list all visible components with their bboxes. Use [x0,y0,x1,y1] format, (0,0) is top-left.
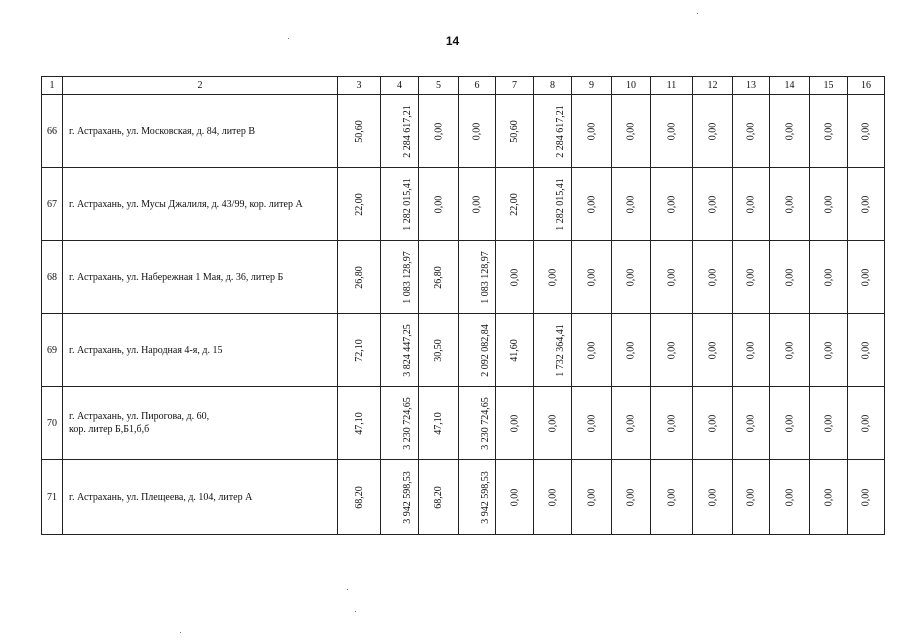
address-cell: г. Астрахань, ул. Мусы Джалиля, д. 43/99, кор. литер А [63,168,338,241]
value-text: 0,00 [433,195,444,213]
row-number: 71 [42,460,63,535]
value-cell-col-3 [338,168,381,241]
value-text: 0,00 [586,268,597,286]
value-cell-col-5 [419,314,459,387]
column-header-12: 12 [693,77,733,95]
value-text: 2 284 617,21 [554,104,566,158]
value-cell-col-11 [651,460,693,535]
value-text: 3 230 724,65 [401,396,413,450]
value-cell-col-4 [381,314,419,387]
value-text: 50,60 [353,119,365,143]
value-text: 0,00 [586,122,597,140]
value-cell-col-4 [381,460,419,535]
row-number: 66 [42,95,63,168]
value-text: 47,10 [353,411,365,435]
value-text: 0,00 [860,268,872,286]
value-text: 0,00 [509,488,520,506]
value-text: 0,00 [860,122,872,140]
column-header-3: 3 [338,77,381,95]
value-cell-col-13 [733,314,770,387]
value-cell-col-6 [459,95,496,168]
value-cell-col-6 [459,460,496,535]
value-text: 0,00 [823,488,834,506]
value-text: 0,00 [707,414,718,432]
page-number: 14 [445,34,460,48]
value-cell-col-6 [459,387,496,460]
value-cell-col-13 [733,241,770,314]
value-text: 3 942 598,53 [479,470,491,524]
value-cell-col-12 [693,95,733,168]
column-header-10: 10 [612,77,651,95]
value-text: 0,00 [625,122,637,140]
value-cell-col-8 [534,460,572,535]
value-text: 0,00 [433,122,444,140]
value-cell-col-5 [419,241,459,314]
value-text: 0,00 [586,414,597,432]
column-header-8: 8 [534,77,572,95]
table-row [42,168,885,241]
value-text: 22,00 [353,192,365,216]
column-header-11: 11 [651,77,693,95]
value-cell-col-7 [496,168,534,241]
column-header-2: 2 [63,77,338,95]
value-text: 50,60 [509,119,520,143]
table-body [42,95,885,535]
value-text: 0,00 [666,414,677,432]
value-cell-col-9 [572,241,612,314]
address-cell: г. Астрахань, ул. Плещеева, д. 104, литер А [63,460,338,535]
column-header-4: 4 [381,77,419,95]
value-cell-col-9 [572,168,612,241]
value-text: 0,00 [625,268,637,286]
value-cell-col-10 [612,314,651,387]
value-text: 0,00 [707,488,718,506]
column-header-14: 14 [770,77,810,95]
value-cell-col-15 [810,387,848,460]
value-cell-col-13 [733,387,770,460]
table-row [42,95,885,168]
value-cell-col-13 [733,95,770,168]
value-cell-col-14 [770,241,810,314]
table-row [42,314,885,387]
value-text: 0,00 [625,195,637,213]
value-text: 0,00 [666,122,677,140]
row-number: 68 [42,241,63,314]
value-cell-col-3 [338,387,381,460]
address-line: кор. литер Б,Б1,б,б [69,424,150,435]
value-cell-col-5 [419,387,459,460]
value-text: 1 083 128,97 [401,250,413,304]
value-cell-col-15 [810,460,848,535]
row-number: 67 [42,168,63,241]
value-text: 0,00 [625,341,637,359]
value-text: 0,00 [666,268,677,286]
value-cell-col-12 [693,168,733,241]
table-row [42,241,885,314]
value-cell-col-9 [572,460,612,535]
value-cell-col-8 [534,314,572,387]
value-text: 1 732 364,41 [554,323,566,377]
value-text: 0,00 [784,122,795,140]
value-cell-col-6 [459,241,496,314]
value-text: 0,00 [745,268,757,286]
value-cell-col-9 [572,95,612,168]
value-text: 0,00 [784,414,795,432]
value-text: 0,00 [707,122,718,140]
address-line: г. Астрахань, ул. Пирогова, д. 60, [69,411,210,422]
column-header-1: 1 [42,77,63,95]
value-cell-col-4 [381,387,419,460]
value-cell-col-16 [848,95,885,168]
value-text: 0,00 [509,414,520,432]
scan-speck [355,611,356,612]
value-text: 0,00 [707,341,718,359]
column-header-16: 16 [848,77,885,95]
value-text: 0,00 [860,195,872,213]
value-cell-col-14 [770,95,810,168]
value-text: 0,00 [745,341,757,359]
value-cell-col-10 [612,460,651,535]
value-cell-col-10 [612,168,651,241]
table-row [42,387,885,460]
value-text: 0,00 [625,414,637,432]
value-cell-col-3 [338,314,381,387]
row-number: 70 [42,387,63,460]
value-text: 0,00 [784,268,795,286]
value-cell-col-8 [534,168,572,241]
value-text: 0,00 [471,122,483,140]
value-text: 0,00 [707,195,718,213]
value-cell-col-7 [496,95,534,168]
table-row [42,460,885,535]
value-cell-col-12 [693,241,733,314]
value-text: 0,00 [745,195,757,213]
value-cell-col-16 [848,387,885,460]
value-text: 68,20 [353,485,365,509]
value-cell-col-3 [338,460,381,535]
address-cell: г. Астрахань, ул. Набережная 1 Мая, д. 36, литер Б [63,241,338,314]
value-cell-col-11 [651,168,693,241]
value-cell-col-14 [770,314,810,387]
value-cell-col-15 [810,314,848,387]
value-text: 0,00 [823,341,834,359]
value-text: 0,00 [823,268,834,286]
value-text: 0,00 [666,488,677,506]
value-cell-col-16 [848,168,885,241]
value-text: 26,80 [353,265,365,289]
value-cell-col-7 [496,460,534,535]
value-text: 0,00 [586,341,597,359]
value-cell-col-3 [338,95,381,168]
value-text: 68,20 [433,485,444,509]
value-cell-col-4 [381,168,419,241]
value-cell-col-11 [651,314,693,387]
value-text: 72,10 [353,338,365,362]
value-cell-col-7 [496,314,534,387]
value-text: 22,00 [509,192,520,216]
value-text: 0,00 [860,488,872,506]
value-text: 0,00 [666,195,677,213]
value-text: 0,00 [625,488,637,506]
value-cell-col-13 [733,460,770,535]
value-text: 0,00 [707,268,718,286]
column-header-13: 13 [733,77,770,95]
value-cell-col-12 [693,314,733,387]
row-number: 69 [42,314,63,387]
value-cell-col-15 [810,168,848,241]
value-cell-col-12 [693,460,733,535]
value-cell-col-7 [496,387,534,460]
value-text: 30,50 [433,338,444,362]
value-cell-col-4 [381,95,419,168]
value-cell-col-13 [733,168,770,241]
value-cell-col-10 [612,387,651,460]
value-text: 0,00 [745,122,757,140]
address-cell: г. Астрахань, ул. Московская, д. 84, литер В [63,95,338,168]
value-text: 47,10 [433,411,444,435]
scan-speck [347,589,348,590]
column-header-9: 9 [572,77,612,95]
value-text: 0,00 [823,195,834,213]
value-text: 1 282 015,41 [401,177,413,231]
value-cell-col-16 [848,314,885,387]
value-text: 26,80 [433,265,444,289]
value-text: 41,60 [509,338,520,362]
value-cell-col-8 [534,241,572,314]
value-cell-col-8 [534,95,572,168]
address-cell: г. Астрахань, ул. Народная 4-я, д. 15 [63,314,338,387]
value-text: 0,00 [745,488,757,506]
value-text: 0,00 [586,488,597,506]
value-cell-col-15 [810,95,848,168]
value-cell-col-15 [810,241,848,314]
value-text: 0,00 [823,122,834,140]
value-cell-col-14 [770,460,810,535]
value-text: 3 230 724,65 [479,396,491,450]
value-text: 0,00 [860,414,872,432]
value-text: 2 284 617,21 [401,104,413,158]
value-text: 2 092 082,84 [479,323,491,377]
value-text: 0,00 [547,488,558,506]
value-text: 0,00 [586,195,597,213]
value-cell-col-6 [459,168,496,241]
value-cell-col-3 [338,241,381,314]
value-cell-col-11 [651,95,693,168]
value-cell-col-7 [496,241,534,314]
value-text: 1 282 015,41 [554,177,566,231]
value-cell-col-11 [651,241,693,314]
value-cell-col-5 [419,460,459,535]
value-text: 0,00 [547,414,558,432]
value-text: 0,00 [784,488,795,506]
address-cell [63,387,338,460]
header-row [42,77,885,95]
data-table [41,76,885,535]
value-text: 0,00 [547,268,558,286]
column-header-7: 7 [496,77,534,95]
column-header-15: 15 [810,77,848,95]
value-cell-col-10 [612,241,651,314]
value-cell-col-9 [572,314,612,387]
value-cell-col-5 [419,168,459,241]
column-header-5: 5 [419,77,459,95]
scan-speck [288,38,289,39]
value-text: 0,00 [784,195,795,213]
value-cell-col-6 [459,314,496,387]
value-text: 1 083 128,97 [479,250,491,304]
value-text: 0,00 [471,195,483,213]
value-text: 0,00 [745,414,757,432]
value-cell-col-16 [848,460,885,535]
value-text: 3 942 598,53 [401,470,413,524]
value-text: 0,00 [784,341,795,359]
value-cell-col-9 [572,387,612,460]
value-cell-col-16 [848,241,885,314]
value-text: 3 824 447,25 [401,323,413,377]
value-text: 0,00 [509,268,520,286]
value-cell-col-11 [651,387,693,460]
value-cell-col-12 [693,387,733,460]
value-cell-col-10 [612,95,651,168]
scan-speck [180,632,181,633]
value-cell-col-5 [419,95,459,168]
value-cell-col-14 [770,168,810,241]
value-text: 0,00 [666,341,677,359]
value-text: 0,00 [823,414,834,432]
value-text: 0,00 [860,341,872,359]
scan-speck [697,13,698,14]
value-cell-col-8 [534,387,572,460]
value-cell-col-14 [770,387,810,460]
value-cell-col-4 [381,241,419,314]
column-header-6: 6 [459,77,496,95]
